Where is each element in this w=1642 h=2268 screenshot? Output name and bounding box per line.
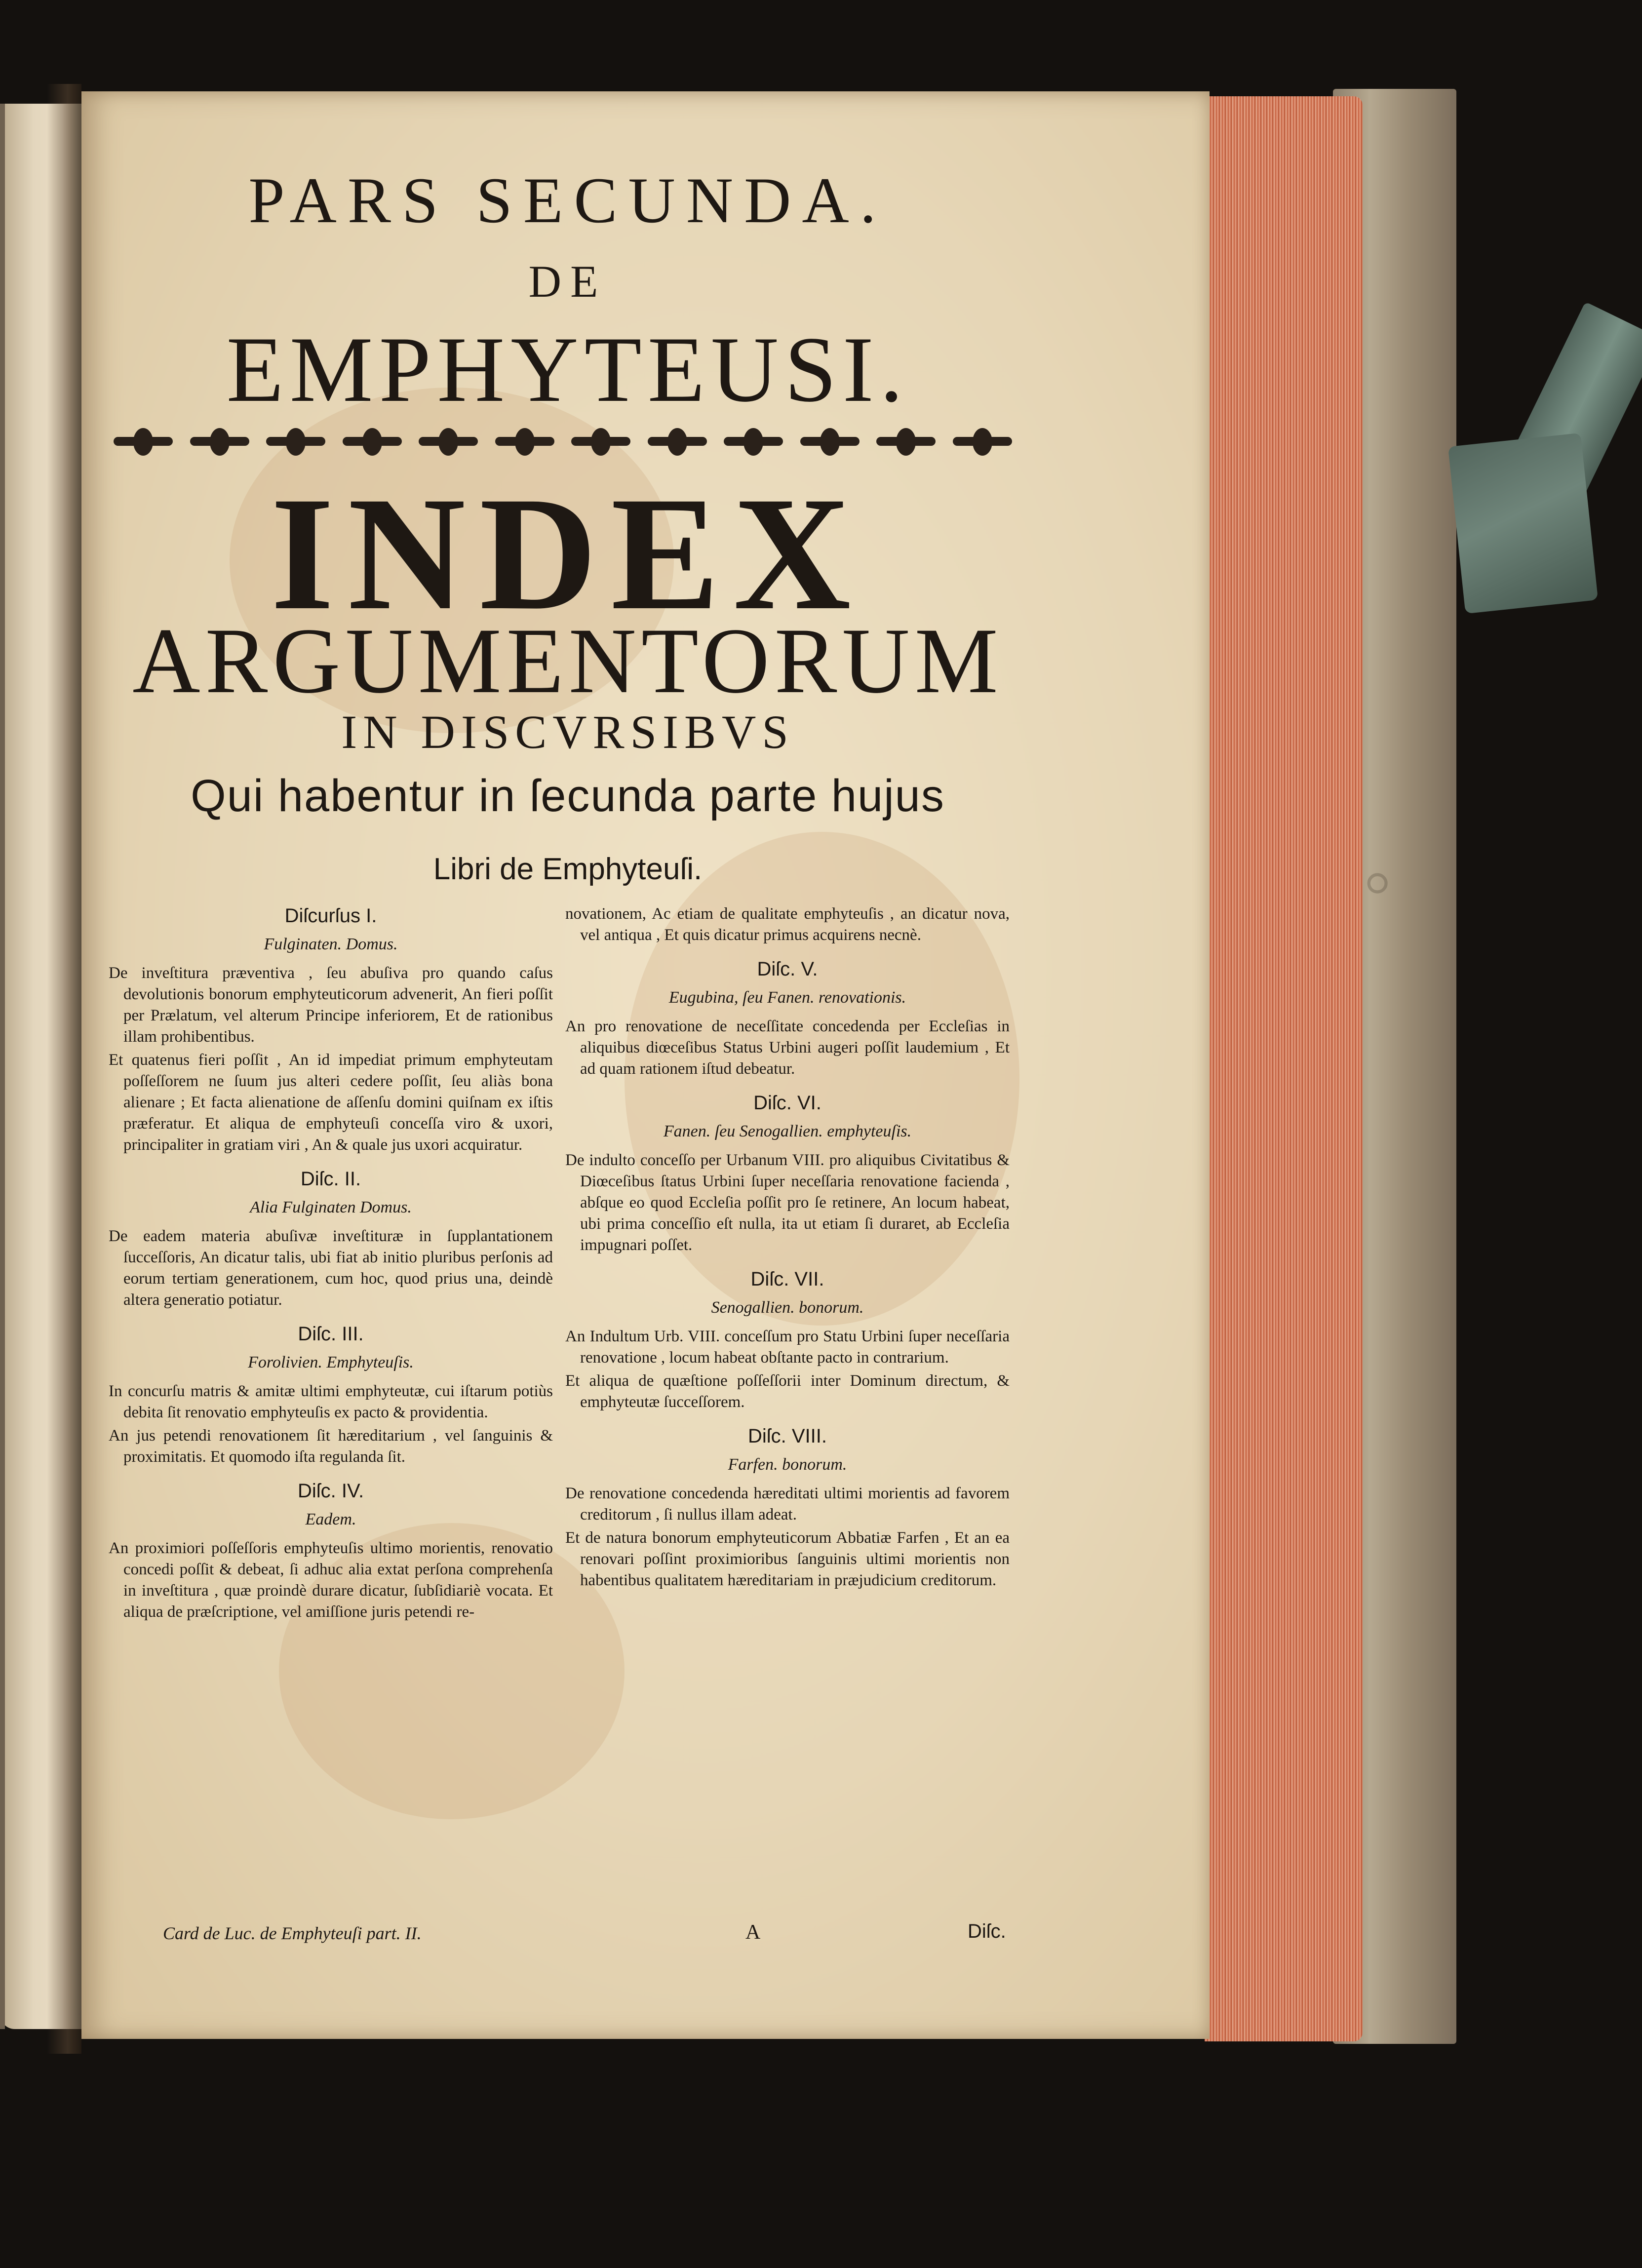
discourse-paragraph: De indulto conceſſo per Urbanum VIII. pro aliquibus Civitatibus & Diœceſibus ſtatus Urbini ſuper neceſſaria renovatione facienda , abſque eo quod Eccleſia poſſit pro ſe retinere, An locum habeat, ubi prima conceſſio eſt nulla, ita ut etiam ſi duraret, ab Eccleſia impugnari poſſet.: [565, 1151, 1010, 1254]
discourse-entry: [565, 1267, 1010, 1413]
discourse-entry: [565, 957, 1010, 1080]
part-title: PARS SECUNDA.: [248, 164, 887, 236]
discourse-subtitle: Fulginaten. Domus.: [264, 935, 398, 953]
argumentorum-heading: ARGUMENTORUM: [132, 609, 1003, 713]
discourse-entry: [109, 1322, 553, 1468]
cover-stamp-mark: ◦: [1363, 835, 1393, 928]
left-page-edge: [0, 104, 5, 2029]
discourse-paragraph: An pro renovatione de neceſſitate concedenda per Eccleſias in aliquibus diœceſibus Status Urbini augeri poſſit laudemium , Et ad quam rationem iſtud debeatur.: [565, 1017, 1010, 1078]
discourse-paragraph: Et quatenus fieri poſſit , An id impediat primum emphyteutam poſſeſſorem ne ſuum jus alteri cedere poſſit, ſeu aliàs bona alienare ; Et facta alienatione de aſſenſu domini quiſnam ex iſtis præferatur. Et aliqua de emphyteuſi conceſſa viro & uxori, principaliter in gratiam viri , An & quale jus uxori acquiratur.: [109, 1051, 553, 1154]
discourse-paragraph: In concurſu matris & amitæ ultimi emphyteutæ, cui iſtarum potiùs debita ſit renovatio emphyteuſis ex pacto & providentia.: [109, 1382, 553, 1421]
discourse-paragraph: An Indultum Urb. VIII. conceſſum pro Statu Urbini ſuper neceſſaria renovatione , locum habeat obſtante pacto in contrarium.: [565, 1328, 1010, 1367]
discourse-heading: Diſc. II.: [300, 1168, 361, 1190]
red-page-edges: [1205, 96, 1363, 2041]
discourse-entry: [565, 903, 1010, 946]
index-heading: INDEX: [271, 464, 865, 644]
ornament-fleuron: [114, 428, 173, 456]
discourse-paragraph: An jus petendi renovationem ſit hæreditarium , vel ſanguinis & proximitatis. Et quomodo iſta regulanda ſit.: [109, 1427, 553, 1466]
title-emphyteusi: EMPHYTEUSI.: [226, 318, 909, 422]
ornament-fleuron: [648, 428, 707, 456]
right-text-column: [565, 903, 1010, 1593]
title-de: DE: [528, 256, 607, 307]
discourse-subtitle: Forolivien. Emphyteuſis.: [248, 1353, 414, 1371]
ornament-fleuron: [266, 428, 325, 456]
discourse-subtitle: Senogallien. bonorum.: [711, 1298, 864, 1317]
discourse-heading: Diſc. VI.: [753, 1092, 821, 1114]
metal-clasp: [1448, 433, 1598, 614]
discourse-paragraph: novationem, Ac etiam de qualitate emphyteuſis , an dicatur nova, vel antiqua , Et quis dicatur primus acquirens necnè.: [565, 905, 1010, 944]
discourse-paragraph: Et aliqua de quæſtione poſſeſſorii inter Dominum directum, & emphyteutæ ſucceſſorem.: [565, 1372, 1010, 1411]
discourse-entry: [109, 1479, 553, 1623]
left-text-column: [109, 903, 553, 1625]
discourse-subtitle: Farfen. bonorum.: [728, 1455, 847, 1474]
discourse-paragraph: Et de natura bonorum emphyteuticorum Abbatiæ Farfen , Et an ea renovari poſſint proximioribus ſanguinis ultimi morientis non habentibus qualitatem hæreditariam in præjudicium creditorum.: [565, 1529, 1010, 1589]
discourse-subtitle: Fanen. ſeu Senogallien. emphyteuſis.: [663, 1122, 912, 1140]
discourse-heading: Diſc. VII.: [750, 1268, 824, 1290]
discourse-entry: [565, 1424, 1010, 1591]
discourse-entry: [109, 1167, 553, 1311]
discourse-subtitle: Eugubina, ſeu Fanen. renovationis.: [668, 988, 906, 1007]
ornament-fleuron: [800, 428, 860, 456]
ornament-fleuron: [571, 428, 630, 456]
discourse-heading: Diſc. V.: [757, 958, 818, 980]
discourse-entry: [109, 903, 553, 1156]
in-discursibus-heading: IN DISCVRSIBVS: [341, 705, 794, 758]
ornament-fleuron: [190, 428, 249, 456]
ornamental-rule: [114, 425, 1012, 459]
discourse-paragraph: De inveſtitura præventiva , ſeu abuſiva pro quando caſus devolutionis bonorum emphyteuticorum advenerit, An fieri poſſit per Prælatum, vel alterum Principe inferiorem, Et de rationibus illam prohibentibus.: [109, 964, 553, 1046]
discourse-subtitle: Alia Fulginaten Domus.: [250, 1198, 412, 1216]
discourse-paragraph: An proximiori poſſeſſoris emphyteuſis ultimo morientis, renovatio concedi poſſit & debeat, ſi adhuc alia extat perſona comprehenſa in inveſtitura , quæ proindè durare dicatur, ſubſidiariè vocata. Et aliqua de præſcriptione, vel amiſſione juris petendi re-: [109, 1539, 553, 1621]
discourse-entry: [565, 1091, 1010, 1256]
ornament-fleuron: [724, 428, 783, 456]
discourse-heading: Diſc. VIII.: [747, 1425, 827, 1447]
discourse-paragraph: De eadem materia abuſivæ inveſtituræ in ſupplantationem ſucceſſoris, An dicatur talis, ubi fiat ab initio pluribus perſonis ad eorum tertiam generationem, cum hoc, quod prius una, deindè altera generatio potiatur.: [109, 1227, 553, 1309]
discourse-paragraph: De renovatione concedenda hæreditati ultimi morientis ad favorem creditorum , ſi nullus illam adeat.: [565, 1485, 1010, 1524]
discourse-subtitle: Eadem.: [305, 1510, 356, 1528]
ornament-fleuron: [495, 428, 554, 456]
ornament-fleuron: [953, 428, 1012, 456]
ornament-fleuron: [876, 428, 936, 456]
subtitle-line-2: Libri de Emphyteuſi.: [433, 852, 703, 886]
discourse-heading: Diſcurſus I.: [284, 905, 377, 927]
ornament-fleuron: [419, 428, 478, 456]
running-footer: Card de Luc. de Emphyteuſi part. II.: [163, 1923, 422, 1943]
discourse-heading: Diſc. IV.: [297, 1480, 364, 1502]
book-gutter-shadow: [47, 84, 81, 2054]
discourse-heading: Diſc. III.: [298, 1323, 364, 1345]
catchword: Diſc.: [968, 1920, 1006, 1942]
subtitle-line: Qui habentur in ſecunda parte hujus: [191, 771, 945, 821]
signature-mark: A: [745, 1921, 761, 1944]
ornament-fleuron: [343, 428, 402, 456]
